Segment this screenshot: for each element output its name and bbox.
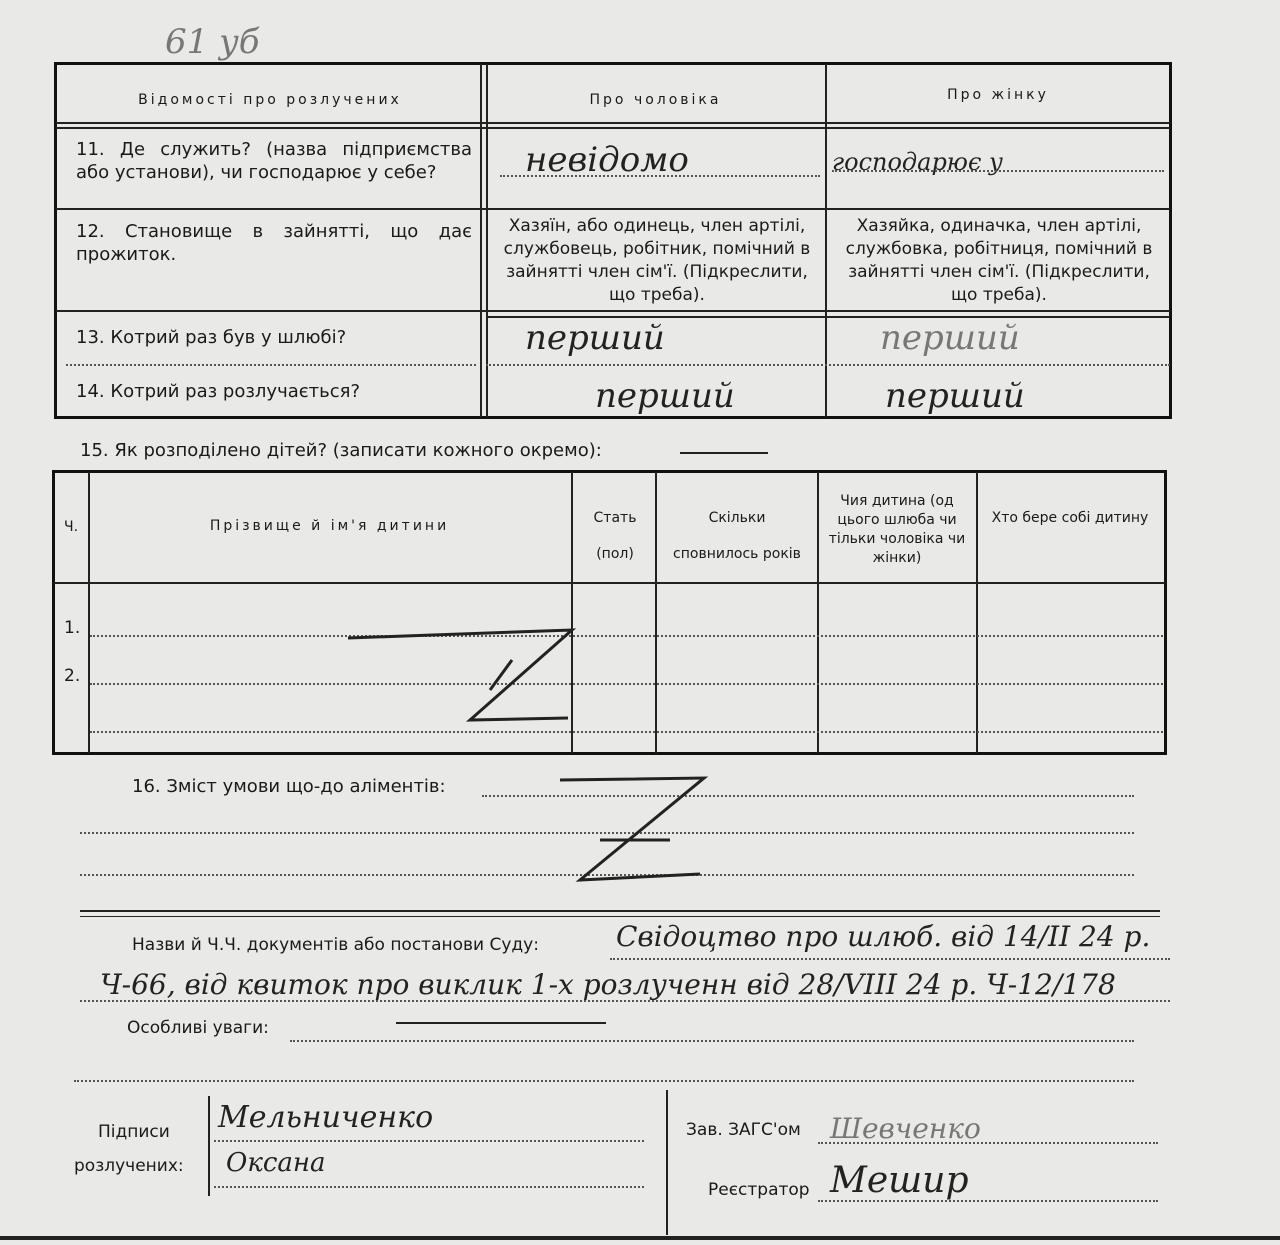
answer-12-husband: Хазяїн, або одинець, член артілі, службовець, робітник, помічний в зайнятті член сім'ї. (Підкреслити, що треба). [503,216,811,305]
question-13: 13. Котрий раз був у шлюбі? [76,327,347,348]
col-number: Ч. [63,519,79,535]
question-14: 14. Котрий раз розлучається? [76,381,361,402]
signatures-label-1: Підписи [98,1122,170,1142]
zags-label: Зав. ЗАГС'ом [686,1120,801,1140]
answer-11-wife: господарює у [832,148,1003,176]
col-whose-child: Чия дитина (од цього шлюба чи тільки чоловіка чи жінки) [828,493,966,566]
documents-label: Назви й Ч.Ч. документів або постанови Суду: [132,935,539,955]
registrar-signature: Мешир [830,1160,969,1201]
col-sex: Стать (пол) [593,510,637,562]
row-number-1: 1. [64,618,81,638]
question-16: 16. Зміст умови що-до аліментів: [132,776,446,797]
signature-husband: Мельниченко [218,1100,434,1135]
answer-12-wife: Хазяйка, одиначка, член артілі, службовка, робітниця, помічний в зайнятті член сім'ї. (Підкреслити, що треба). [845,216,1153,305]
header-info: Відомості про розлучених [138,92,402,108]
answer-11-husband: невідомо [525,140,689,180]
row-number-2: 2. [64,666,81,686]
zags-signature: Шевченко [830,1112,981,1145]
archive-mark: 61 уб [165,22,260,62]
answer-14-wife: перший [885,376,1025,416]
col-child-name: Прізвище й ім'я дитини [209,518,450,534]
col-who-takes: Хто бере собі дитину [991,510,1149,526]
documents-value-line-1: Свідоцтво про шлюб. від 14/ІІ 24 р. [616,920,1151,953]
answer-13-husband: перший [525,318,665,358]
signatures-label-2: розлучених: [74,1156,184,1176]
answer-13-wife: перший [880,318,1020,358]
documents-value-line-2: Ч-66, від квиток про виклик 1-х розлученн від 28/VІІІ 24 р. Ч-12/178 [100,968,1116,1001]
col-age: Скільки сповнилось років [673,510,801,562]
question-12: 12. Становище в зайнятті, що дає прожиток. [76,221,472,265]
strike-mark-alimony [540,770,720,900]
header-husband: Про чоловіка [589,92,722,108]
header-wife: Про жінку [947,87,1049,103]
question-11: 11. Де служить? (назва підприємства або установи), чи господарює у себе? [76,139,472,183]
strike-mark [340,620,580,730]
question-15: 15. Як розподілено дітей? (записати кожного окремо): [80,440,602,461]
remarks-label: Особливі уваги: [127,1018,269,1038]
registrar-label: Реєстратор [708,1180,810,1200]
answer-14-husband: перший [595,376,735,416]
signature-wife: Оксана [226,1148,326,1178]
